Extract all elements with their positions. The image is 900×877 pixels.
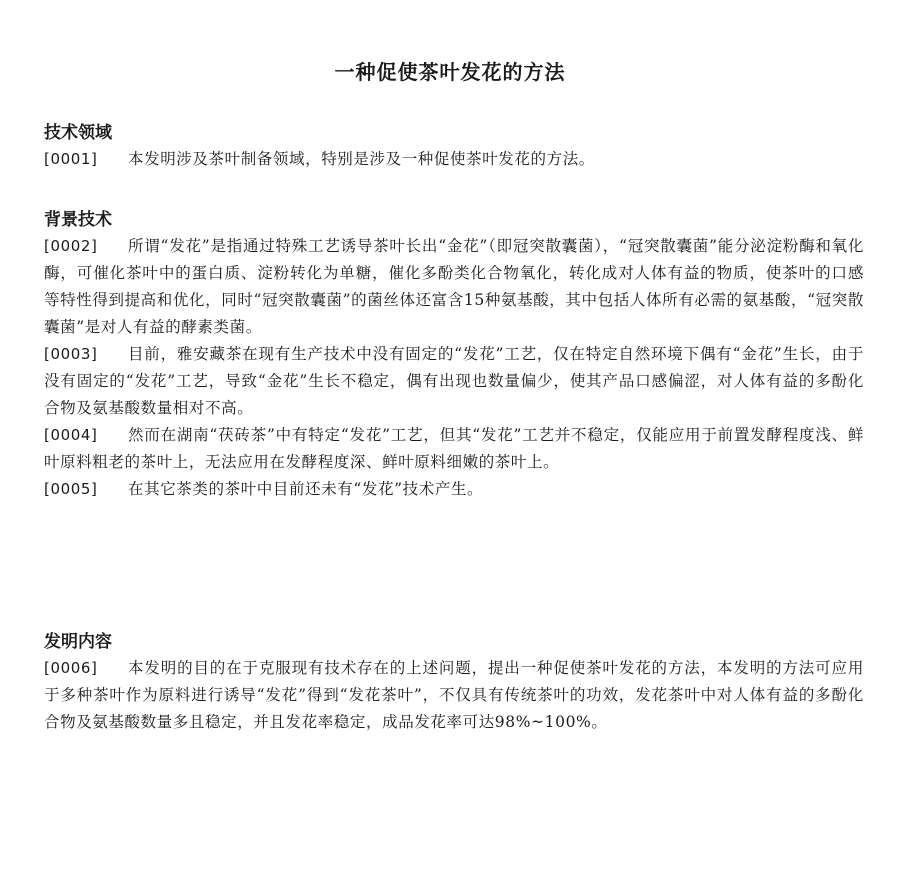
paragraph-text: 在其它茶类的茶叶中目前还未有“发花”技术产生。	[128, 480, 484, 498]
paragraph-number: [0004]	[44, 426, 98, 444]
paragraph-0004	[44, 422, 864, 476]
paragraph-text: 本发明的目的在于克服现有技术存在的上述问题，提出一种促使茶叶发花的方法，本发明的方法可应用于多种茶叶作为原料进行诱导“发花”得到“发花茶叶”，不仅具有传统茶叶的功效，发花茶叶中对人体有益的多酚化合物及氨基酸数量多且稳定，并且发花率稳定，成品发花率可达98%~100%。	[44, 659, 864, 731]
paragraph-text: 目前，雅安藏茶在现有生产技术中没有固定的“发花”工艺，仅在特定自然环境下偶有“金花”生长，由于没有固定的“发花”工艺，导致“金花”生长不稳定，偶有出现也数量偏少，使其产品口感偏涩，对人体有益的多酚化合物及氨基酸数量相对不高。	[44, 345, 864, 417]
section-heading-invention-content: 发明内容	[44, 632, 112, 652]
section-heading-technical-field: 技术领域	[44, 123, 112, 143]
paragraph-0005	[44, 476, 864, 503]
paragraph-number: [0003]	[44, 345, 98, 363]
paragraph-0006	[44, 655, 864, 736]
section-technical-field	[44, 120, 864, 173]
paragraph-0001	[44, 146, 864, 173]
section-invention-content	[44, 629, 864, 736]
paragraph-text: 所谓“发花”是指通过特殊工艺诱导茶叶长出“金花”（即冠突散囊菌），“冠突散囊菌”能分泌淀粉酶和氧化酶，可催化茶叶中的蛋白质、淀粉转化为单糖，催化多酚类化合物氧化，转化成对人体有益的物质，使茶叶的口感等特性得到提高和优化，同时“冠突散囊菌”的菌丝体还富含15种氨基酸，其中包括人体所有必需的氨基酸，“冠突散囊菌”是对人有益的酵素类菌。	[44, 237, 864, 336]
document-title: 一种促使茶叶发花的方法	[334, 60, 566, 84]
paragraph-0002	[44, 233, 864, 341]
paragraph-text: 本发明涉及茶叶制备领域，特别是涉及一种促使茶叶发花的方法。	[128, 150, 595, 168]
paragraph-number: [0005]	[44, 480, 98, 498]
paragraph-0003	[44, 341, 864, 422]
paragraph-number: [0006]	[44, 659, 98, 677]
section-background	[44, 207, 864, 503]
section-heading-background: 背景技术	[44, 210, 112, 230]
paragraph-text: 然而在湖南“茯砖茶”中有特定“发花”工艺，但其“发花”工艺并不稳定，仅能应用于前置发酵程度浅、鲜叶原料粗老的茶叶上，无法应用在发酵程度深、鲜叶原料细嫩的茶叶上。	[44, 426, 864, 471]
paragraph-number: [0002]	[44, 237, 98, 255]
paragraph-number: [0001]	[44, 150, 98, 168]
